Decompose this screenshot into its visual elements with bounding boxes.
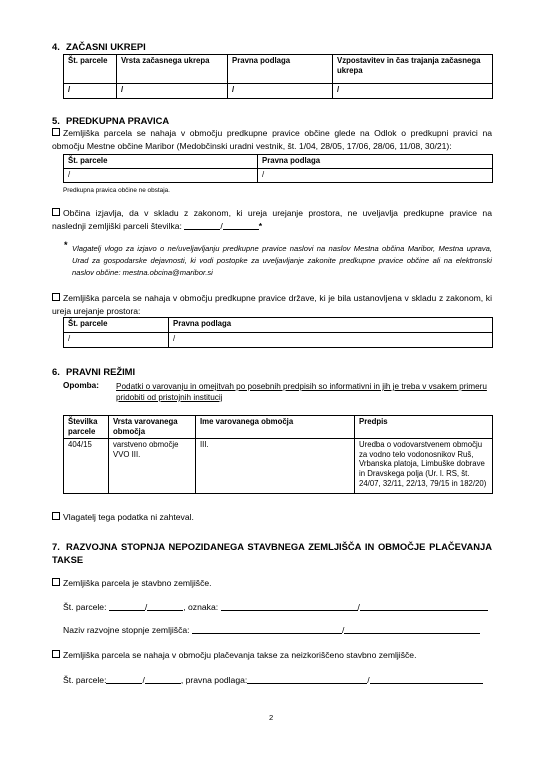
col-header: Vrsta varovanega območja — [109, 416, 196, 439]
development-stage-input[interactable] — [192, 624, 342, 634]
field-row-2: Naziv razvojne stopnje zemljišča: / — [63, 624, 480, 637]
section-7-title: 7. RAZVOJNA STOPNJA NEPOZIDANEGA STAVBNEGA ZEMLJIŠČA IN OBMOČJE PLAČEVANJA TAKSE — [52, 541, 492, 565]
parcel-number-input[interactable] — [145, 674, 181, 684]
preemption-paragraph-2: Občina izjavlja, da v skladu z zakonom, ki ureja urejanje prostora, ne uveljavlja predkupne pravice na naslednji zemljiški parceli številka: / * — [52, 208, 492, 231]
col-header: Pravna podlaga — [228, 55, 333, 84]
table-row — [64, 333, 493, 348]
field-row-3: Št. parcele: / , pravna podlaga: / — [63, 674, 483, 687]
table-cell: / — [64, 333, 169, 348]
building-land-line: Zemljiška parcela je stavbno zemljišče. — [52, 577, 212, 590]
table-cell: / — [117, 84, 228, 99]
legal-basis-input[interactable] — [370, 674, 483, 684]
designation-input[interactable] — [221, 601, 358, 611]
designation-input[interactable] — [360, 601, 488, 611]
col-header: Vrsta začasnega ukrepa — [117, 55, 228, 84]
table-cell: / — [258, 169, 493, 183]
temporary-measures-table — [63, 54, 493, 99]
preemption-paragraph-3: Zemljiška parcela se nahaja v območju predkupne pravice države, ki je bila ustanovljena v skladu z zakonom, ki ureja urejanje prostora: — [52, 293, 492, 316]
legal-regimes-table — [63, 415, 493, 494]
table-header-row — [64, 155, 493, 169]
col-header: Vzpostavitev in čas trajanja začasnega ukrepa — [333, 55, 493, 84]
tax-area-line: Zemljiška parcela se nahaja v območju plačevanja takse za neizkoriščeno stavbno zemljišče. — [52, 649, 416, 662]
preemption-paragraph-1: Zemljiška parcela se nahaja v območju predkupne pravice občine glede na Odlok o predkupni pravici na območju Mestne občine Maribor (Medobčinski uradni vestnik, št. 1/04, 28/05, 17/06, 28/06, 11/08, 30/21): — [52, 128, 492, 151]
col-header: Ime varovanega območja — [196, 416, 355, 439]
field-row-1: Št. parcele: / , oznaka: / — [63, 601, 488, 614]
checkbox[interactable] — [52, 512, 60, 520]
table-cell: varstveno območje VVO III. — [109, 439, 196, 494]
col-header: Pravna podlaga — [258, 155, 493, 169]
table-cell: III. — [196, 439, 355, 494]
parcel-number-input[interactable] — [106, 674, 142, 684]
table-header-row — [64, 318, 493, 333]
table-row — [64, 84, 493, 99]
not-requested-line: Vlagatelj tega podatka ni zahteval. — [52, 511, 194, 524]
footnote-star: * — [64, 240, 68, 250]
table-header-row — [64, 55, 493, 84]
table-cell: / — [169, 333, 493, 348]
col-header: Predpis — [355, 416, 493, 439]
checkbox[interactable] — [52, 578, 60, 586]
table-row — [64, 169, 493, 183]
section-4-title: 4. ZAČASNI UKREPI — [52, 41, 146, 52]
col-header: Pravna podlaga — [169, 318, 493, 333]
table-header-row — [64, 416, 493, 439]
col-header: Št. parcele — [64, 155, 258, 169]
parcel-number-field[interactable] — [223, 220, 259, 230]
development-stage-input[interactable] — [344, 624, 480, 634]
preemption-note: Predkupna pravica občine ne obstaja. — [63, 187, 170, 194]
section-5-title: 5. PREDKUPNA PRAVICA — [52, 115, 170, 126]
table-cell: Uredba o vodovarstvenem območju za vodno telo vodonosnikov Ruš, Vrbanska platoja, Limbuške dobrave in Dravskega polja (Ur. l. RS, št. 24/07, 32/11, 22/13, 79/15 in 182/20) — [355, 439, 493, 494]
note-text: Podatki o varovanju in omejitvah po posebnih predpisih so informativni in jih je treba v vsakem primeru pridobiti od pristojnih institucij — [116, 382, 487, 402]
checkbox[interactable] — [52, 208, 60, 216]
parcel-number-input[interactable] — [109, 601, 145, 611]
preemption-table-municipality — [63, 154, 493, 183]
section-6-title: 6. PRAVNI REŽIMI — [52, 366, 136, 377]
table-cell: / — [64, 169, 258, 183]
legal-basis-input[interactable] — [247, 674, 367, 684]
table-cell: / — [64, 84, 117, 99]
preemption-table-state — [63, 317, 493, 348]
table-cell: 404/15 — [64, 439, 109, 494]
footnote-text: Vlagatelj vlogo za izjavo o ne/uveljavljanju predkupne pravice naslovi na naslov Mestna občina Maribor, Mestna uprava, Urad za gospodarske dejavnosti, ki vodi postopke za uveljavljanje zakonite predkupne pravice občine ali na elektronski naslov občine: mestna.obcina@maribor.si — [72, 244, 492, 277]
table-cell: / — [333, 84, 493, 99]
checkbox[interactable] — [52, 293, 60, 301]
table-row — [64, 439, 493, 494]
checkbox[interactable] — [52, 650, 60, 658]
col-header: Številka parcele — [64, 416, 109, 439]
parcel-number-field[interactable] — [184, 220, 220, 230]
col-header: Št. parcele — [64, 55, 117, 84]
page-number: 2 — [269, 713, 274, 722]
table-cell: / — [228, 84, 333, 99]
note-label: Opomba: — [63, 381, 99, 390]
parcel-number-input[interactable] — [147, 601, 183, 611]
checkbox[interactable] — [52, 128, 60, 136]
col-header: Št. parcele — [64, 318, 169, 333]
